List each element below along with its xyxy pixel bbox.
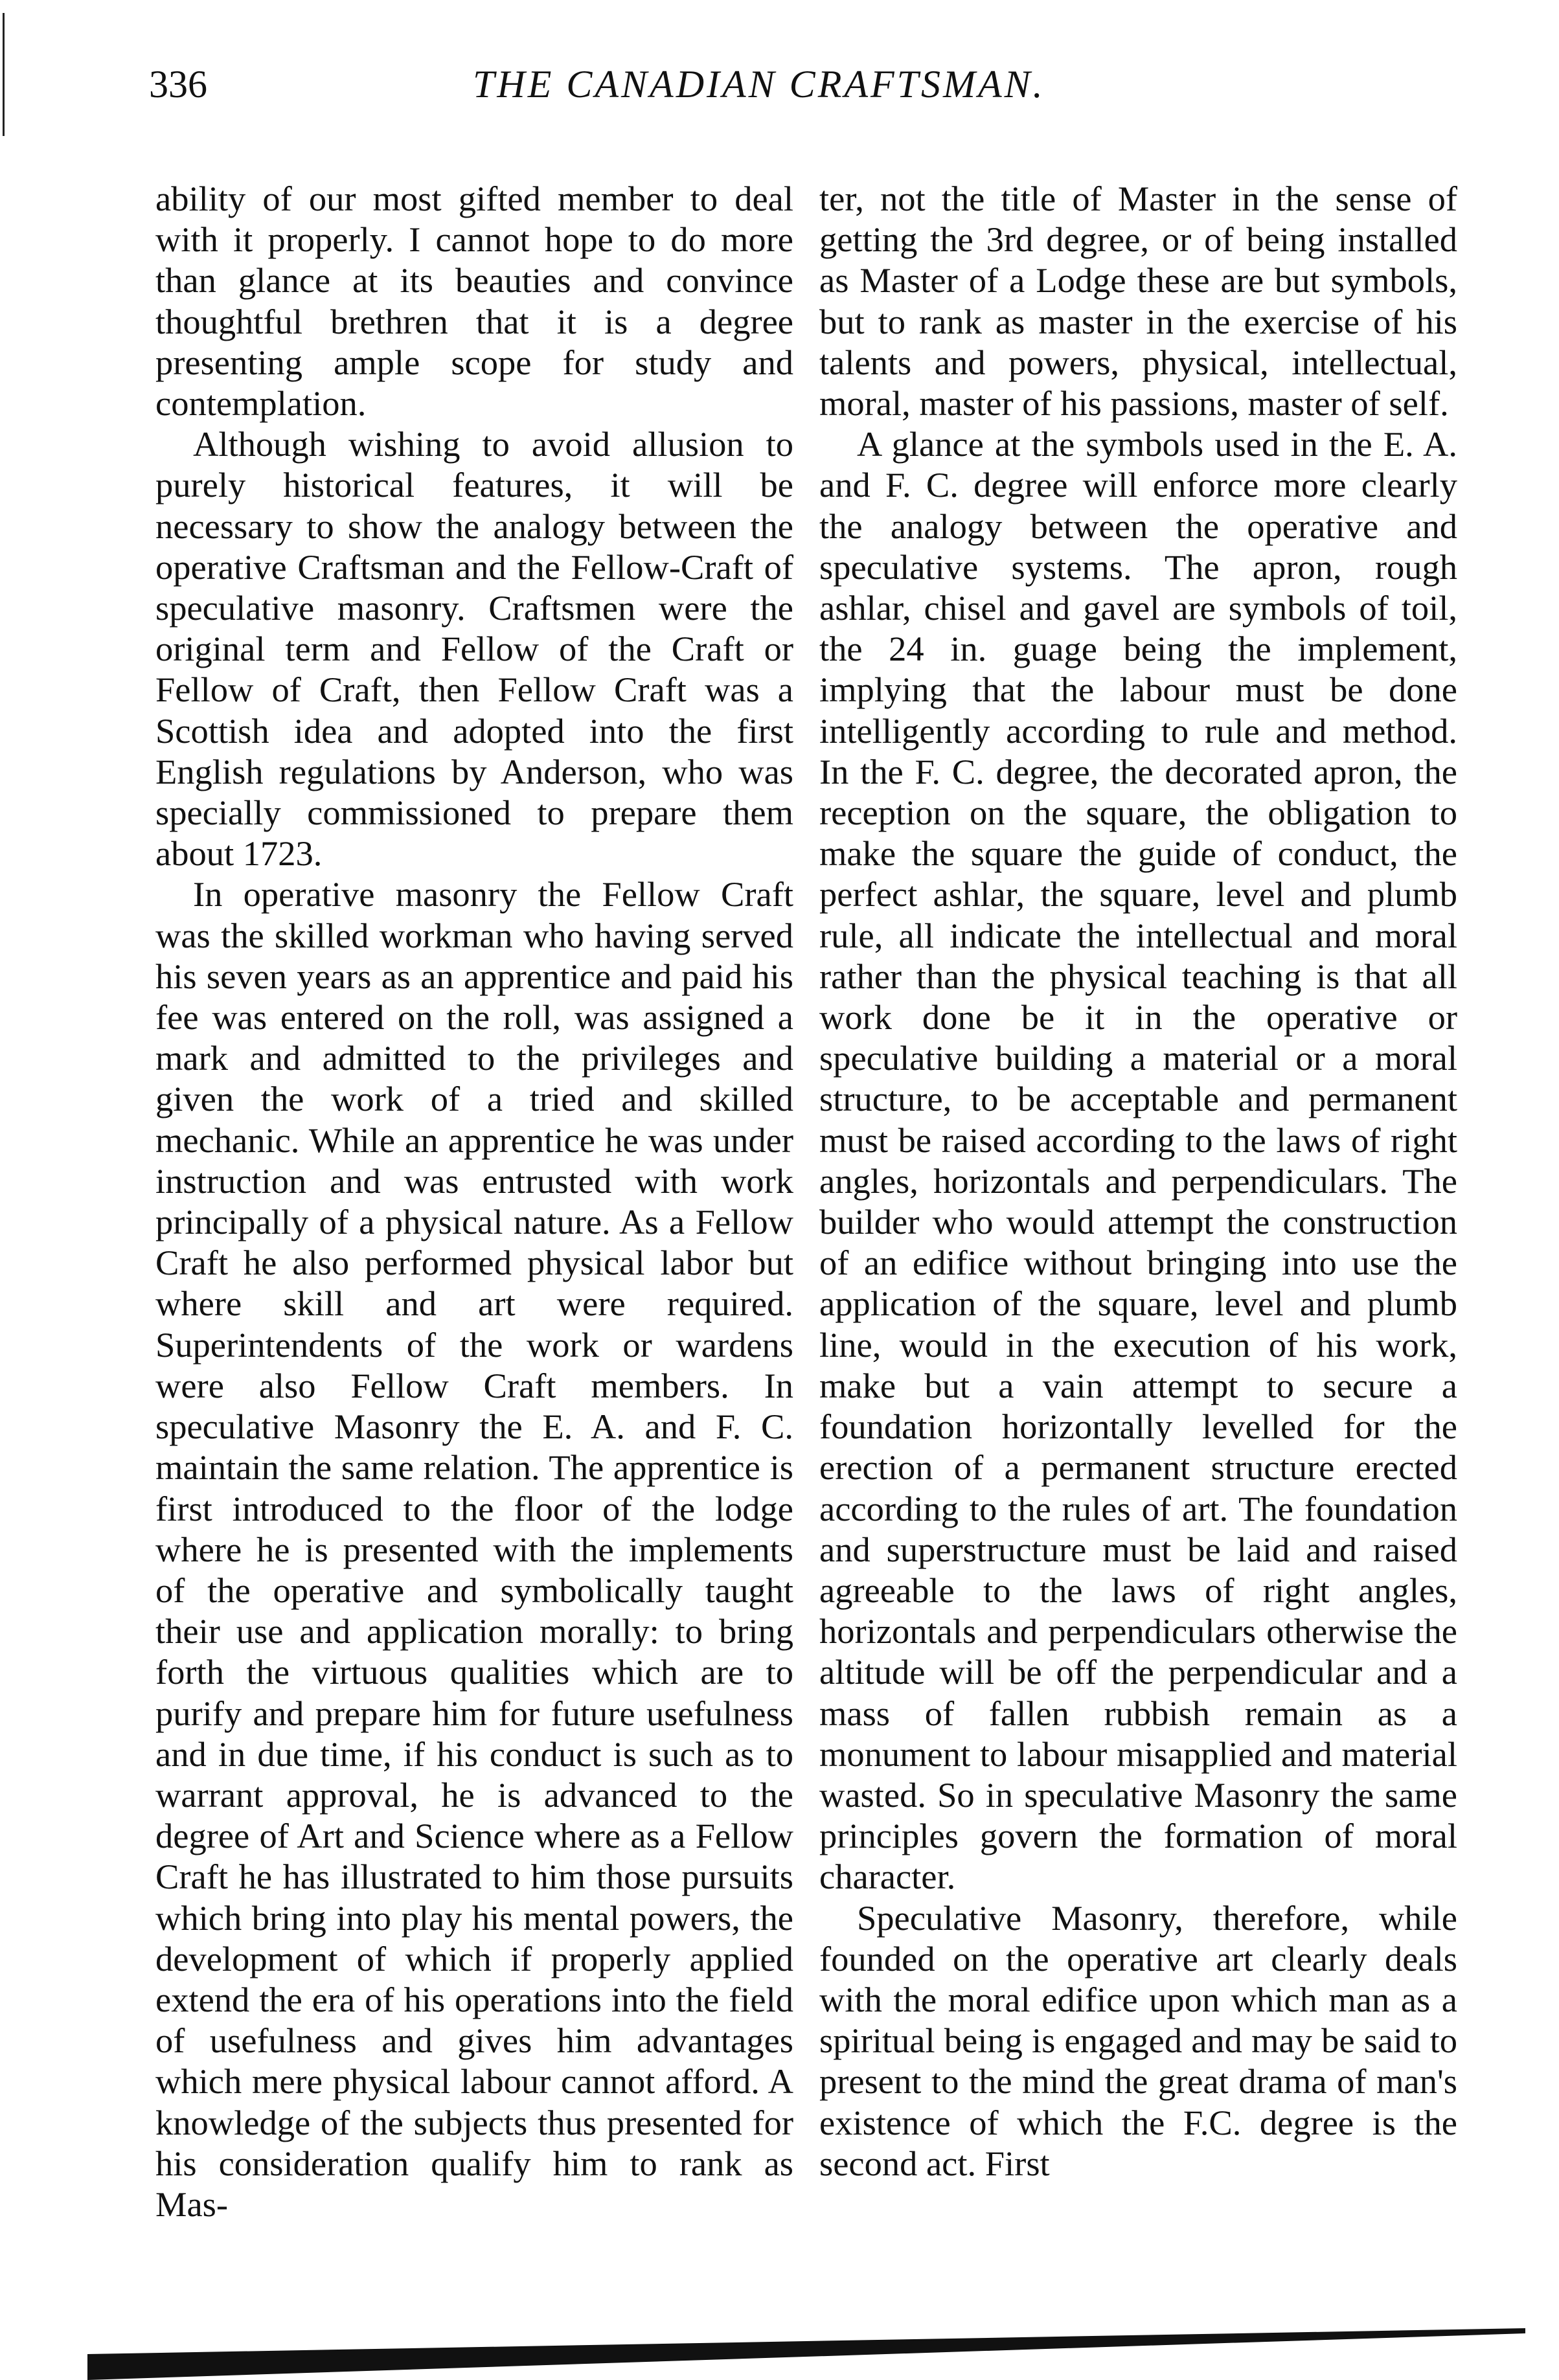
left-column bbox=[155, 178, 793, 2225]
journal-title: THE CANADIAN CRAFTSMAN. bbox=[473, 63, 1045, 106]
paragraph: Although wishing to avoid allusion to purely historical features, it will be necessary to show the analogy between the operative Craftsman and the Fellow-Craft of speculative masonry. Craftsmen were the original term and Fellow of the Craft or Fellow of Craft, then Fellow Craft was a Scottish idea and adopted into the first English regulations by Anderson, who was specially commissioned to prepare them about 1723. bbox=[155, 424, 793, 874]
scan-artifact-bar bbox=[87, 2328, 1525, 2380]
paragraph: ter, not the title of Master in the sense of getting the 3rd degree, or of being installed as Master of a Lodge these are but symbols, but to rank as master in the exercise of his talents and powers, physical, intellectual, moral, master of his passions, master of self. bbox=[819, 179, 1457, 424]
paragraph: In operative masonry the Fellow Craft was the skilled workman who having served his seven years as an apprentice and paid his fee was entered on the roll, was assigned a mark and admitted to the privileges and given the work of a tried and skilled mechanic. While an apprentice he was under instruction and was entrusted with work principally of a physical nature. As a Fellow Craft he also performed physical labor but where skill and art were required. Superintendents of the work or wardens were also Fellow Craft members. In speculative Masonry the E. A. and F. C. maintain the same relation. The apprentice is first introduced to the floor of the lodge where he is presented with the implements of the operative and symbolically taught their use and application morally: to bring forth the virtuous qualities which are to purify and prepare him for future usefulness and in due time, if his conduct is such as to warrant approval, he is advanced to the degree of Art and Science where as a Fellow Craft he has illustrated to him those pursuits which bring into play his mental powers, the development of which if properly applied extend the era of his operations into the field of usefulness and gives him advantages which mere physical labour cannot afford. A knowledge of the subjects thus presented for his consideration qualify him to rank as Mas- bbox=[155, 874, 793, 2224]
paragraph: Speculative Masonry, therefore, while founded on the operative art clearly deals with the moral edifice upon which man as a spiritual being is engaged and may be said to present to the mind the great drama of man's existence of which the F.C. degree is the second act. First bbox=[819, 1898, 1457, 2183]
running-head bbox=[149, 62, 1435, 114]
paragraph: ability of our most gifted member to deal with it properly. I cannot hope to do more than glance at its beauties and convince thoughtful brethren that it is a degree presenting ample scope for study and contemplation. bbox=[155, 179, 793, 424]
page-number: 336 bbox=[149, 63, 207, 106]
right-column bbox=[819, 178, 1457, 2184]
scan-edge-line bbox=[3, 13, 5, 136]
scan-artifact-wedge bbox=[87, 2328, 1525, 2380]
paragraph: A glance at the symbols used in the E. A. and F. C. degree will enforce more clearly the analogy between the operative and speculative systems. The apron, rough ashlar, chisel and gavel are symbols of toil, the 24 in. guage being the implement, implying that the labour must be done intelligently according to rule and method. In the F. C. degree, the decorated apron, the reception on the square, the obligation to make the square the guide of conduct, the perfect ashlar, the square, level and plumb rule, all indicate the intellectual and moral rather than the physical teaching is that all work done be it in the operative or speculative building a material or a moral structure, to be acceptable and permanent must be raised according to the laws of right angles, horizontals and perpendiculars. The builder who would attempt the construction of an edifice without bringing into use the application of the square, level and plumb line, would in the execution of his work, make but a vain attempt to secure a foundation horizontally levelled for the erection of a permanent structure erected according to the rules of art. The foundation and superstructure must be laid and raised agreeable to the laws of right angles, horizontals and perpendiculars otherwise the altitude will be off the perpendicular and a mass of fallen rubbish remain as a monument to labour misapplied and material wasted. So in speculative Masonry the same principles govern the formation of moral character. bbox=[819, 424, 1457, 1897]
